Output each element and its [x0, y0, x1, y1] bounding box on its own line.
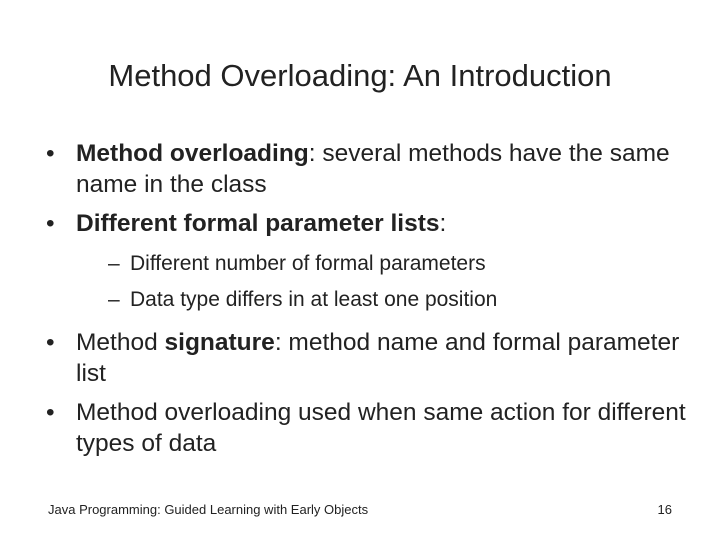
- sub-bullet-data-type: [108, 285, 696, 315]
- sub-bullet-list: [46, 249, 696, 315]
- dash-glyph: –: [108, 252, 120, 275]
- sub-bullet-number-of-parameters: [108, 249, 696, 279]
- footer-page-number: 16: [657, 502, 672, 517]
- slide-title: Method Overloading: An Introduction: [108, 58, 612, 93]
- bullet-text-prefix: Method: [76, 329, 165, 356]
- bullet-dot: •: [46, 399, 55, 426]
- bullet-dot: •: [46, 140, 55, 167]
- footer-book-title: Java Programming: Guided Learning with Early Objects: [48, 502, 369, 517]
- slide-content: [46, 138, 696, 467]
- dash-glyph: –: [108, 288, 120, 311]
- bullet-formal-parameter-lists: [46, 208, 696, 239]
- sub-bullet-text: Data type differs in at least one position: [130, 288, 498, 311]
- sub-bullet-text: Different number of formal parameters: [130, 252, 486, 275]
- bullet-method-overloading: [46, 138, 696, 200]
- bullet-overloading-use: [46, 397, 696, 459]
- bullet-bold-term: Different formal parameter lists: [76, 210, 440, 237]
- bullet-text: :: [439, 210, 447, 237]
- bullet-text: : method name and formal parameter list: [76, 329, 680, 387]
- bullet-bold-term: Method overloading: [76, 140, 309, 167]
- bullet-dot: •: [46, 329, 55, 356]
- bullet-dot: •: [46, 210, 55, 237]
- bullet-text: Method overloading used when same action for different types of data: [76, 399, 686, 457]
- bullet-text: : several methods have the same name in the class: [76, 140, 670, 198]
- bullet-method-signature: [46, 327, 696, 389]
- bullet-bold-term: signature: [164, 329, 275, 356]
